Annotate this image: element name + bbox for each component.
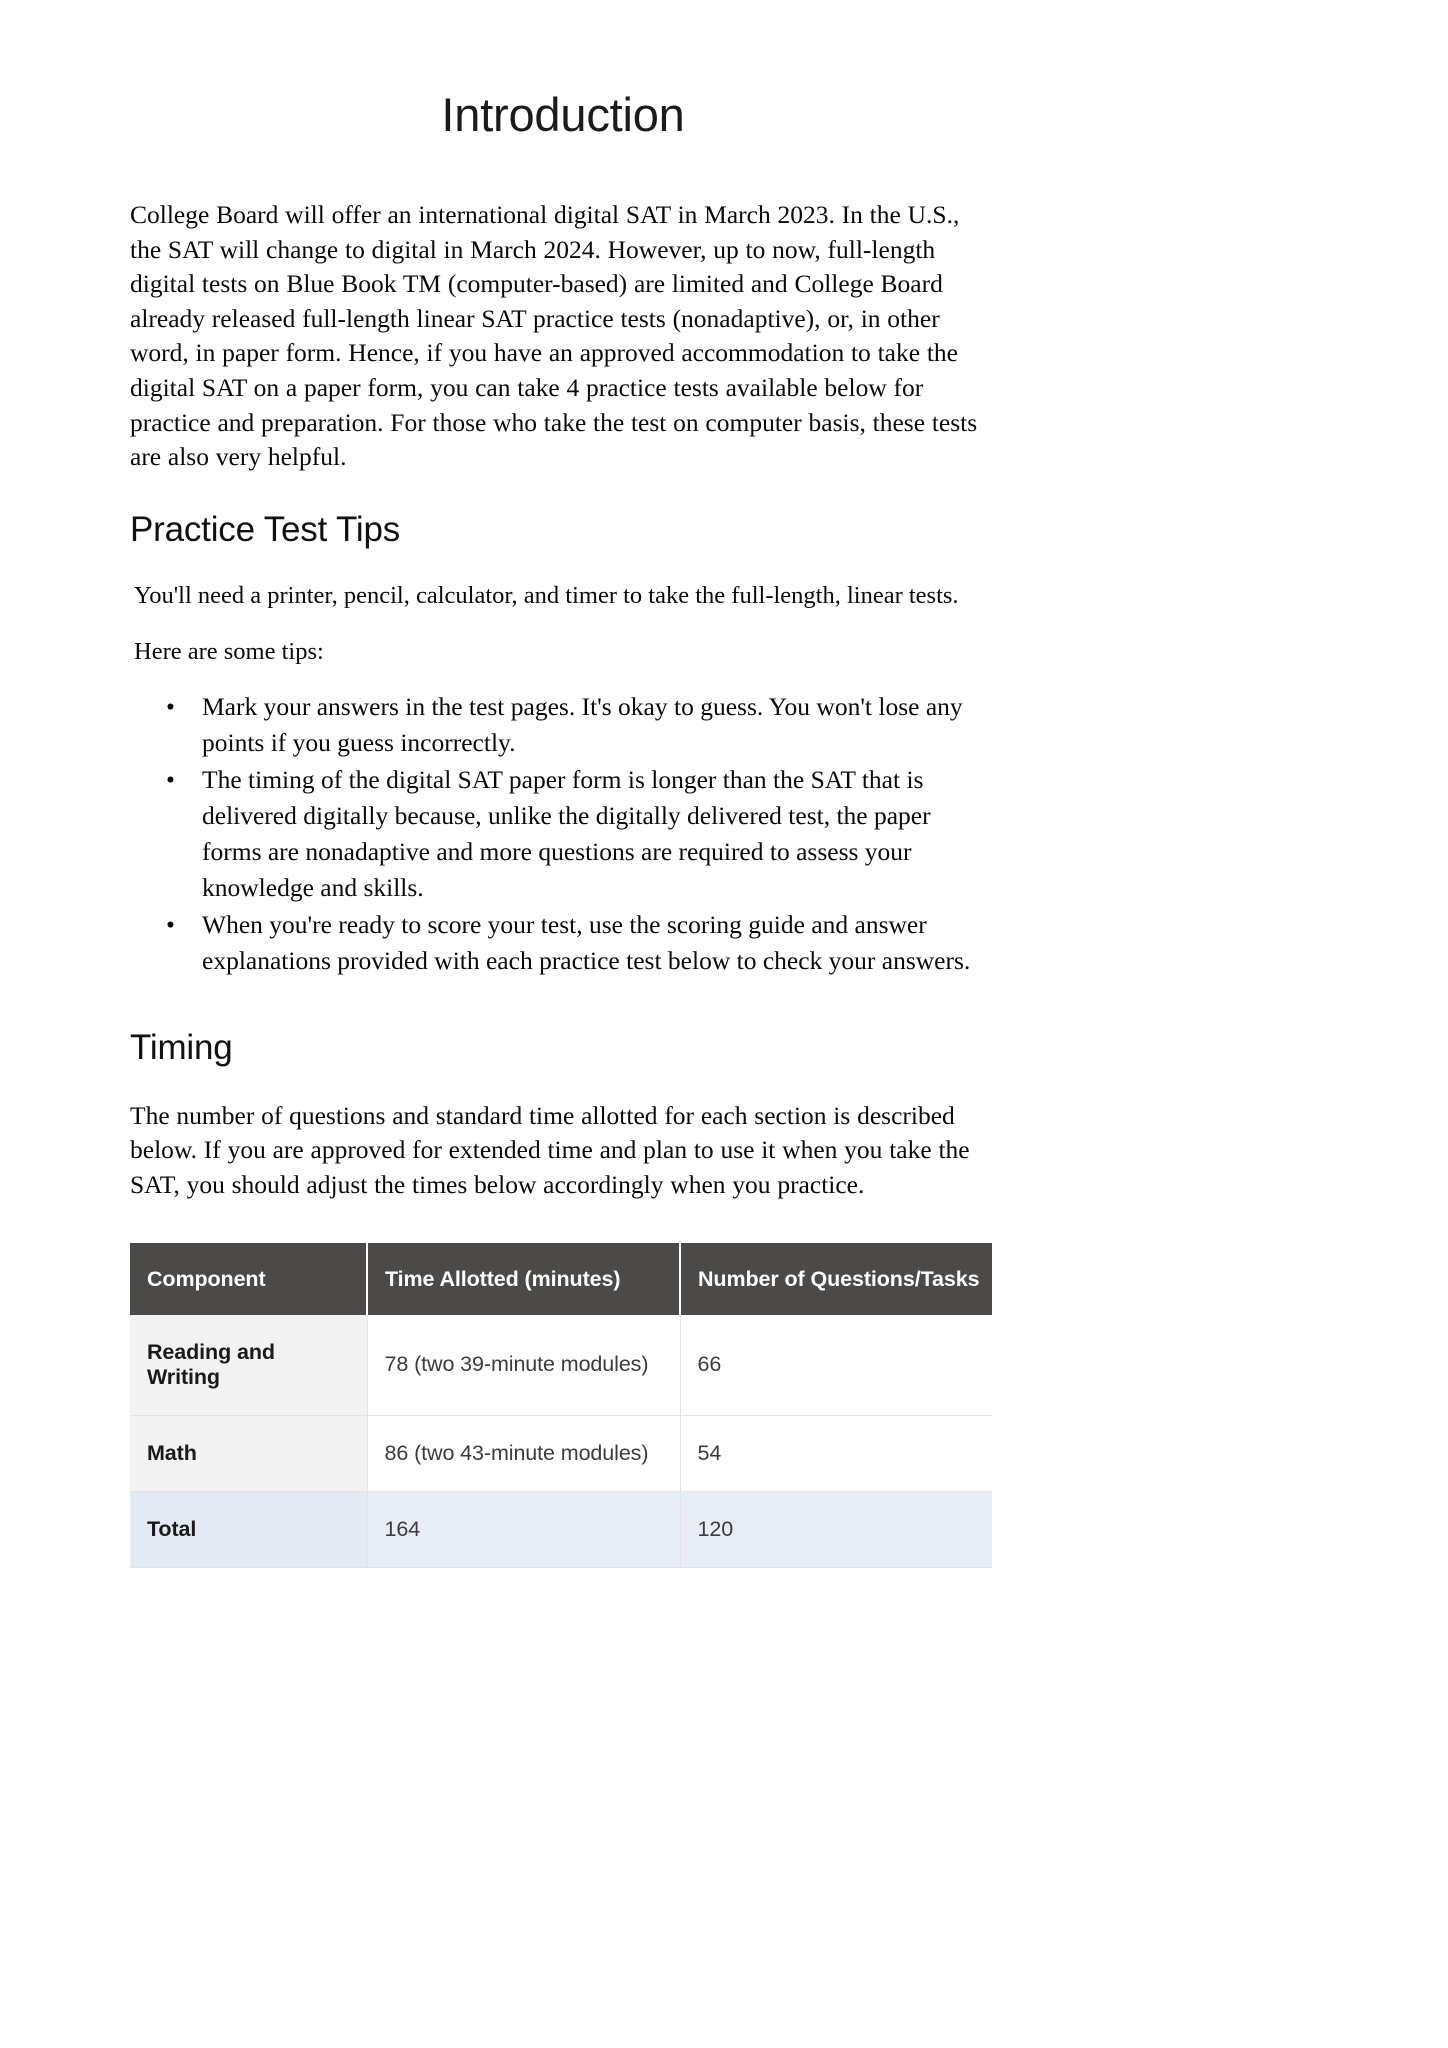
- list-item: [130, 689, 996, 761]
- practice-tips-list: [130, 689, 996, 979]
- cell-time-allotted: 78 (two 39-minute modules): [367, 1315, 680, 1416]
- practice-tips-lead-in-line: Here are some tips:: [134, 637, 324, 665]
- cell-questions: 54: [680, 1415, 992, 1491]
- timing-paragraph: The number of questions and standard time allotted for each section is described below. If you are approved for extended time and plan to use it when you take the SAT, you should adjust the times below accordingly when you practice.: [130, 1100, 970, 1199]
- bullet-icon: •: [166, 909, 175, 939]
- table-row: [130, 1415, 992, 1491]
- bullet-icon: •: [166, 691, 175, 721]
- list-item: [130, 907, 996, 979]
- cell-questions: 120: [680, 1491, 992, 1567]
- table-body: [130, 1315, 992, 1568]
- column-header-component: Component: [130, 1243, 367, 1315]
- page-title: Introduction: [441, 88, 685, 141]
- table-row: [130, 1315, 992, 1416]
- cell-component: Reading and Writing: [130, 1315, 367, 1416]
- timing-table: [130, 1243, 992, 1568]
- list-item: [130, 762, 996, 906]
- table-header: [130, 1243, 992, 1315]
- list-item-text: Mark your answers in the test pages. It's okay to guess. You won't lose any points if you guess incorrectly.: [202, 691, 963, 757]
- table-row-total: [130, 1491, 992, 1567]
- document-content: [130, 0, 996, 1568]
- cell-component: Math: [130, 1415, 367, 1491]
- practice-tips-requirements-line: You'll need a printer, pencil, calculator, and timer to take the full-length, linear tests.: [134, 581, 959, 609]
- section-heading-timing: Timing: [130, 1027, 233, 1067]
- table-header-row: [130, 1243, 992, 1315]
- cell-component: Total: [130, 1491, 367, 1567]
- column-header-number-of-questions: Number of Questions/Tasks: [680, 1243, 992, 1315]
- bullet-icon: •: [166, 764, 175, 794]
- list-item-text: When you're ready to score your test, use the scoring guide and answer explanations provided with each practice test below to check your answers.: [202, 909, 971, 975]
- cell-time-allotted: 86 (two 43-minute modules): [367, 1415, 680, 1491]
- cell-questions: 66: [680, 1315, 992, 1416]
- section-heading-practice-test-tips: Practice Test Tips: [130, 509, 401, 549]
- cell-time-allotted: 164: [367, 1491, 680, 1567]
- intro-paragraph: College Board will offer an international digital SAT in March 2023. In the U.S., the SAT will change to digital in March 2024. However, up to now, full-length digital tests on Blue Book TM (computer-based) are limited and College Board already released full-length linear SAT practice tests (nonadaptive), or, in other word, in paper form. Hence, if you have an approved accommodation to take the digital SAT on a paper form, you can take 4 practice tests available below for practice and preparation. For those who take the test on computer basis, these tests are also very helpful.: [130, 200, 978, 472]
- column-header-time-allotted: Time Allotted (minutes): [367, 1243, 680, 1315]
- list-item-text: The timing of the digital SAT paper form is longer than the SAT that is delivered digitally because, unlike the digitally delivered test, the paper forms are nonadaptive and more questions are required to assess your knowledge and skills.: [202, 764, 931, 902]
- timing-table-container: [130, 1243, 992, 1568]
